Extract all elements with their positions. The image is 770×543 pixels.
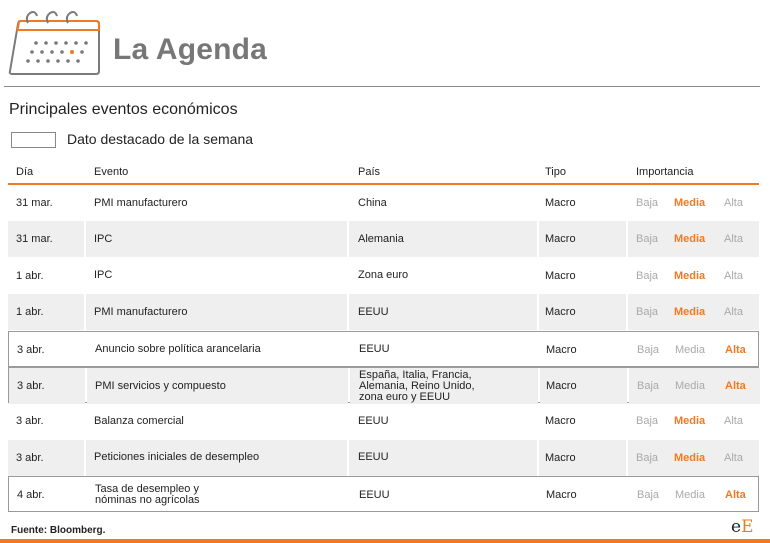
legend-swatch xyxy=(11,132,56,148)
cell-dia xyxy=(8,294,84,330)
table-row xyxy=(8,403,759,439)
cell-pais-text: EEUU xyxy=(358,305,389,318)
cell-importancia xyxy=(629,477,760,513)
table-row xyxy=(8,440,759,476)
cell-dia xyxy=(8,221,84,257)
table-row xyxy=(8,367,759,403)
cell-tipo xyxy=(539,221,626,257)
importance-alta: Alta xyxy=(724,415,743,428)
cell-evento-text: Anuncio sobre política arancelaria xyxy=(95,343,261,356)
cell-pais xyxy=(349,294,537,330)
cell-evento-text: PMI manufacturero xyxy=(94,305,188,318)
table-row xyxy=(8,221,759,257)
cell-tipo xyxy=(539,258,626,294)
cell-dia-text: 4 abr. xyxy=(17,489,45,502)
cell-evento-text: IPC xyxy=(94,232,113,245)
cell-evento xyxy=(86,185,347,221)
cell-pais xyxy=(349,221,537,257)
table-row xyxy=(8,258,759,294)
importance-media: Media xyxy=(675,343,705,356)
cell-tipo-text: Macro xyxy=(546,489,577,502)
cell-tipo xyxy=(539,403,626,439)
cell-importancia xyxy=(628,258,759,294)
importance-baja: Baja xyxy=(637,489,660,502)
cell-evento xyxy=(87,332,348,368)
cell-dia xyxy=(8,185,84,221)
cell-tipo xyxy=(539,440,626,476)
cell-importancia xyxy=(628,294,759,330)
column-header-tipo: Tipo xyxy=(545,166,566,178)
cell-tipo-text: Macro xyxy=(545,269,576,282)
cell-pais xyxy=(349,258,537,294)
cell-importancia xyxy=(628,403,759,439)
importance-alta: Alta xyxy=(725,380,746,392)
cell-dia-text: 3 abr. xyxy=(17,380,45,392)
importance-baja: Baja xyxy=(636,451,659,464)
cell-dia xyxy=(9,332,85,368)
importance-media: Media xyxy=(674,233,706,246)
cell-dia xyxy=(8,440,84,476)
cell-evento xyxy=(87,368,348,404)
cell-evento-text: PMI servicios y compuesto xyxy=(95,379,226,392)
cell-pais-text: EEUU xyxy=(359,343,390,356)
cell-dia-text: 1 abr. xyxy=(16,306,44,319)
cell-evento-text: IPC xyxy=(94,269,113,282)
table-header xyxy=(8,165,759,185)
cell-evento xyxy=(86,258,347,294)
table-row xyxy=(8,476,759,512)
cell-tipo-text: Macro xyxy=(545,197,576,209)
cell-dia-text: 31 mar. xyxy=(16,197,53,209)
importance-media: Media xyxy=(675,380,705,392)
cell-evento xyxy=(87,477,348,513)
column-header-dia: Día xyxy=(16,166,34,178)
importance-media: Media xyxy=(674,451,706,464)
events-table xyxy=(8,165,759,507)
cell-tipo xyxy=(539,185,626,221)
cell-dia-text: 1 abr. xyxy=(16,269,44,282)
cell-pais xyxy=(350,332,538,368)
cell-importancia xyxy=(628,185,759,221)
table-subtitle: Principales eventos económicos xyxy=(9,101,238,118)
page-title: La Agenda xyxy=(113,33,268,66)
table-row xyxy=(8,294,759,330)
cell-pais-text: Alemania xyxy=(358,232,404,245)
cell-evento-text: Balanza comercial xyxy=(94,414,184,427)
cell-tipo xyxy=(540,368,627,404)
cell-dia-text: 31 mar. xyxy=(16,233,53,246)
cell-dia-text: 3 abr. xyxy=(16,415,44,428)
cell-tipo-text: Macro xyxy=(545,306,576,319)
cell-evento xyxy=(86,440,347,476)
source-note: Fuente: Bloomberg. xyxy=(11,525,106,536)
cell-evento-text: PMI manufacturero xyxy=(94,196,188,209)
cell-pais-text: EEUU xyxy=(358,451,389,464)
table-row xyxy=(8,185,759,221)
importance-baja: Baja xyxy=(636,197,659,209)
importance-alta: Alta xyxy=(724,306,743,319)
importance-media: Media xyxy=(674,269,706,282)
cell-evento-text: Tasa de desempleo y nóminas no agrícolas xyxy=(95,483,200,507)
importance-baja: Baja xyxy=(637,343,660,356)
cell-pais-text: China xyxy=(358,196,387,209)
importance-baja: Baja xyxy=(637,380,660,392)
importance-alta: Alta xyxy=(724,269,743,282)
cell-evento-text: Peticiones iniciales de desempleo xyxy=(94,451,260,464)
cell-importancia xyxy=(628,440,759,476)
bottom-accent-bar xyxy=(0,539,770,543)
cell-importancia xyxy=(629,332,760,368)
column-header-evento: Evento xyxy=(94,166,129,178)
cell-pais xyxy=(350,477,538,513)
cell-dia xyxy=(8,403,84,439)
cell-pais-text: España, Italia, Francia, Alemania, Reino Unido, zona euro y EEUU xyxy=(359,368,475,403)
cell-pais xyxy=(349,185,537,221)
column-header-pais: País xyxy=(358,166,381,178)
cell-tipo-text: Macro xyxy=(546,343,577,356)
cell-pais xyxy=(350,368,538,404)
importance-baja: Baja xyxy=(636,233,659,246)
calendar-icon xyxy=(6,9,104,77)
cell-tipo xyxy=(539,294,626,330)
cell-tipo-text: Macro xyxy=(545,233,576,246)
cell-dia xyxy=(8,258,84,294)
cell-dia xyxy=(9,368,85,404)
importance-alta: Alta xyxy=(724,197,743,209)
cell-dia-text: 3 abr. xyxy=(16,451,44,464)
cell-tipo xyxy=(540,477,627,513)
cell-evento xyxy=(86,294,347,330)
title-divider xyxy=(4,86,760,87)
cell-importancia xyxy=(628,221,759,257)
brand-logo: eE xyxy=(731,517,754,537)
cell-evento xyxy=(86,403,347,439)
importance-alta: Alta xyxy=(725,489,746,502)
cell-evento xyxy=(86,221,347,257)
cell-dia xyxy=(9,477,85,513)
importance-media: Media xyxy=(674,306,706,319)
cell-pais xyxy=(349,440,537,476)
cell-importancia xyxy=(629,368,760,404)
legend-label: Dato destacado de la semana xyxy=(67,131,254,147)
cell-dia-text: 3 abr. xyxy=(17,343,45,356)
cell-pais-text: EEUU xyxy=(358,414,389,427)
cell-tipo-text: Macro xyxy=(545,451,576,464)
importance-alta: Alta xyxy=(724,233,743,246)
importance-baja: Baja xyxy=(636,269,659,282)
table-row xyxy=(8,331,759,367)
importance-baja: Baja xyxy=(636,306,659,319)
importance-baja: Baja xyxy=(636,415,659,428)
importance-media: Media xyxy=(674,415,706,428)
importance-media: Media xyxy=(674,197,706,209)
importance-alta: Alta xyxy=(724,451,743,464)
importance-media: Media xyxy=(675,489,705,502)
cell-tipo xyxy=(540,332,627,368)
cell-tipo-text: Macro xyxy=(545,415,576,428)
importance-alta: Alta xyxy=(725,343,746,356)
cell-pais-text: Zona euro xyxy=(358,269,409,282)
cell-pais xyxy=(349,403,537,439)
cell-pais-text: EEUU xyxy=(359,488,390,501)
column-header-importancia: Importancia xyxy=(636,166,694,178)
cell-tipo-text: Macro xyxy=(546,380,577,392)
